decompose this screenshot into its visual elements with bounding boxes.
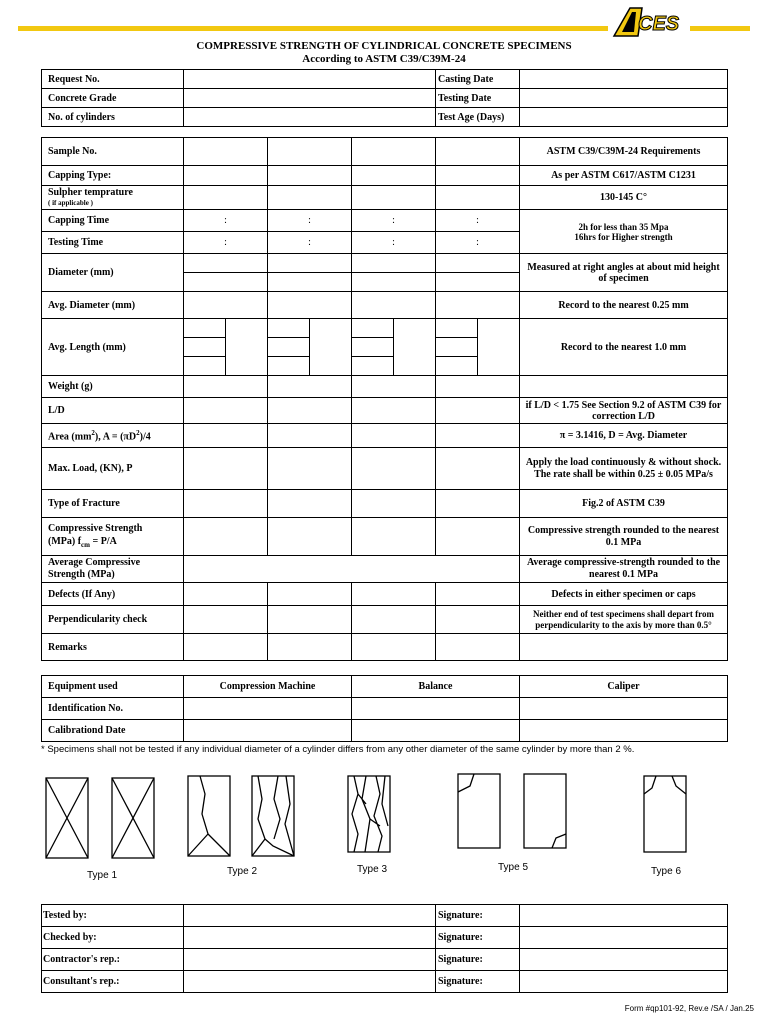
area-cell[interactable] [268, 424, 352, 448]
calibration-label: Calibrationd Date [42, 720, 184, 742]
weight-cell[interactable] [184, 376, 268, 398]
sulpher-cell[interactable] [436, 186, 520, 210]
defects-cell[interactable] [436, 583, 520, 606]
diameter-cell[interactable] [184, 254, 268, 273]
perp-cell[interactable] [268, 606, 352, 634]
diameter-note: * Specimens shall not be tested if any individual diameter of a cylinder differs from any other diameter of the same cylinder by more than 2 %. [41, 744, 635, 755]
length-cell[interactable] [268, 338, 310, 357]
avg-length-cell[interactable] [310, 319, 352, 376]
capping-type-req: As per ASTM C617/ASTM C1231 [520, 166, 728, 186]
sample-3-cell[interactable] [352, 138, 436, 166]
type5-crack-b [552, 834, 566, 848]
time-req-1: 2h for less than 35 Mpa [578, 221, 669, 232]
diameter-cell[interactable] [436, 254, 520, 273]
max-load-label: Max. Load, (KN), P [42, 448, 184, 490]
diameter-cell[interactable] [352, 273, 436, 292]
weight-label: Weight (g) [42, 376, 184, 398]
perp-cell[interactable] [184, 606, 268, 634]
comp-text-c: = P/A [90, 535, 117, 547]
casting-date-field[interactable] [520, 70, 728, 89]
capping-time-cell[interactable]: : [268, 210, 352, 232]
sulpher-req: 130-145 C° [520, 186, 728, 210]
type1-cracks-b [112, 778, 154, 858]
defects-cell[interactable] [352, 583, 436, 606]
id-compression-field[interactable] [184, 698, 352, 720]
sulpher-cell[interactable] [184, 186, 268, 210]
fracture-req: Fig.2 of ASTM C39 [520, 490, 728, 518]
tested-by-field[interactable] [184, 905, 436, 927]
checked-signature-field[interactable] [520, 927, 728, 949]
testing-time-label: Testing Time [42, 232, 184, 254]
length-cell[interactable] [352, 357, 394, 376]
aces-logo [608, 2, 698, 38]
concrete-grade-label: Concrete Grade [42, 89, 184, 108]
test-age-label: Test Age (Days) [436, 108, 520, 127]
max-load-cell[interactable] [436, 448, 520, 490]
testing-time-cell[interactable]: : [436, 232, 520, 254]
identification-label: Identification No. [42, 698, 184, 720]
avg-comp-label: Average Compressive Strength (MPa) [42, 556, 184, 583]
length-cell[interactable] [436, 319, 478, 338]
length-cell[interactable] [184, 319, 226, 338]
tested-signature-field[interactable] [520, 905, 728, 927]
type2-label: Type 2 [227, 866, 258, 877]
avg-diameter-label: Avg. Diameter (mm) [42, 292, 184, 319]
avg-diameter-cell[interactable] [436, 292, 520, 319]
signature-label: Signature: [436, 905, 520, 927]
area-cell[interactable] [436, 424, 520, 448]
signature-label: Signature: [436, 949, 520, 971]
page-subtitle: According to ASTM C39/C39M-24 [302, 53, 466, 65]
type2-cracks-b [252, 776, 294, 856]
signature-label: Signature: [436, 927, 520, 949]
testing-time-cell[interactable]: : [352, 232, 436, 254]
max-load-cell[interactable] [352, 448, 436, 490]
sulpher-cell[interactable] [352, 186, 436, 210]
diameter-cell[interactable] [352, 254, 436, 273]
svg-text:CES: CES [638, 13, 680, 35]
id-caliper-field[interactable] [520, 698, 728, 720]
remarks-cell[interactable] [268, 634, 352, 661]
avg-diameter-cell[interactable] [184, 292, 268, 319]
area-text-b: ), A = (πD [94, 431, 137, 443]
request-no-field[interactable] [184, 70, 436, 89]
page-title: COMPRESSIVE STRENGTH OF CYLINDRICAL CONCRETE SPECIMENS [196, 40, 572, 52]
sample-4-cell[interactable] [436, 138, 520, 166]
balance-header: Balance [352, 676, 520, 698]
comp-strength-cell[interactable] [352, 518, 436, 556]
sample-2-cell[interactable] [268, 138, 352, 166]
comp-strength-cell[interactable] [436, 518, 520, 556]
avg-length-req: Record to the nearest 1.0 mm [520, 319, 728, 376]
contractor-label: Contractor's rep.: [42, 949, 184, 971]
request-no-label: Request No. [42, 70, 184, 89]
consultant-label: Consultant's rep.: [42, 971, 184, 993]
avg-length-cell[interactable] [394, 319, 436, 376]
type6-cracks [644, 776, 686, 794]
defects-cell[interactable] [184, 583, 268, 606]
perp-req: Neither end of test specimens shall depart from perpendicularity to the axis by more than 0.5° [520, 606, 728, 634]
cal-caliper-field[interactable] [520, 720, 728, 742]
remarks-cell[interactable] [436, 634, 520, 661]
comp-strength-req: Compressive strength rounded to the nearest 0.1 MPa [520, 518, 728, 556]
fracture-cell[interactable] [268, 490, 352, 518]
area-sup-2: 2 [136, 428, 140, 437]
max-load-cell[interactable] [184, 448, 268, 490]
compression-machine-header: Compression Machine [184, 676, 352, 698]
results-table [41, 137, 728, 661]
cal-balance-field[interactable] [352, 720, 520, 742]
fracture-label: Type of Fracture [42, 490, 184, 518]
comp-text-b: (MPa) f [48, 535, 82, 547]
diameter-cell[interactable] [436, 273, 520, 292]
avg-comp-req: Average compressive-strength rounded to the nearest 0.1 MPa [520, 556, 728, 583]
area-cell[interactable] [352, 424, 436, 448]
capping-time-label: Capping Time [42, 210, 184, 232]
type2-specimen-a [188, 776, 230, 856]
ld-label: L/D [42, 398, 184, 424]
capping-time-cell[interactable]: : [184, 210, 268, 232]
length-cell[interactable] [352, 338, 394, 357]
diameter-cell[interactable] [268, 273, 352, 292]
type6-label: Type 6 [651, 866, 682, 877]
length-cell[interactable] [436, 357, 478, 376]
ld-cell[interactable] [184, 398, 268, 424]
capping-type-cell[interactable] [436, 166, 520, 186]
sulpher-text: Sulpher temprature [48, 186, 133, 198]
length-cell[interactable] [184, 338, 226, 357]
checked-by-label: Checked by: [42, 927, 184, 949]
cylinders-label: No. of cylinders [42, 108, 184, 127]
requirements-header: ASTM C39/C39M-24 Requirements [520, 138, 728, 166]
type3-label: Type 3 [357, 864, 388, 875]
perp-cell[interactable] [436, 606, 520, 634]
ld-cell[interactable] [352, 398, 436, 424]
contractor-field[interactable] [184, 949, 436, 971]
time-req [520, 210, 728, 254]
concrete-grade-field[interactable] [184, 89, 436, 108]
capping-type-cell[interactable] [184, 166, 268, 186]
testing-time-cell[interactable]: : [268, 232, 352, 254]
perp-label: Perpendicularity check [42, 606, 184, 634]
diameter-label: Diameter (mm) [42, 254, 184, 292]
length-cell[interactable] [184, 357, 226, 376]
avg-length-cell[interactable] [478, 319, 520, 376]
type1-cracks-a [46, 778, 88, 858]
type5-crack-a [458, 774, 474, 792]
ld-cell[interactable] [436, 398, 520, 424]
sulpher-cell[interactable] [268, 186, 352, 210]
header-bar [18, 26, 608, 31]
remarks-req[interactable] [520, 634, 728, 661]
weight-req [520, 376, 728, 398]
length-cell[interactable] [268, 357, 310, 376]
diameter-cell[interactable] [184, 273, 268, 292]
info-table [41, 69, 728, 127]
capping-type-cell[interactable] [268, 166, 352, 186]
signature-label: Signature: [436, 971, 520, 993]
capping-time-cell[interactable]: : [352, 210, 436, 232]
diameter-cell[interactable] [268, 254, 352, 273]
time-req-2: 16hrs for Higher strength [574, 231, 673, 242]
weight-cell[interactable] [436, 376, 520, 398]
avg-length-cell[interactable] [226, 319, 268, 376]
remarks-cell[interactable] [352, 634, 436, 661]
capping-type-cell[interactable] [352, 166, 436, 186]
fracture-cell[interactable] [436, 490, 520, 518]
type3-cracks [352, 776, 388, 852]
equipment-used-label: Equipment used [42, 676, 184, 698]
ld-req: if L/D < 1.75 See Section 9.2 of ASTM C39 for correction L/D [520, 398, 728, 424]
length-cell[interactable] [268, 319, 310, 338]
checked-by-field[interactable] [184, 927, 436, 949]
max-load-req: Apply the load continuously & without shock. The rate shall be within 0.25 ± 0.05 MPa/s [520, 448, 728, 490]
signoff-table [41, 904, 728, 993]
avg-comp-cell[interactable] [184, 556, 520, 583]
area-req: π = 3.1416, D = Avg. Diameter [520, 424, 728, 448]
id-balance-field[interactable] [352, 698, 520, 720]
testing-date-field[interactable] [520, 89, 728, 108]
area-sup: 2 [91, 428, 95, 437]
sulpher-label [42, 186, 184, 210]
contractor-signature-field[interactable] [520, 949, 728, 971]
consultant-signature-field[interactable] [520, 971, 728, 993]
form-number: Form #qp101-92, Rev.e /SA / Jan.25 [624, 1004, 754, 1013]
perp-cell[interactable] [352, 606, 436, 634]
comp-text-a: Compressive Strength [48, 522, 143, 534]
length-cell[interactable] [436, 338, 478, 357]
comp-strength-cell[interactable] [184, 518, 268, 556]
comp-strength-cell[interactable] [268, 518, 352, 556]
area-text-c: )/4 [139, 431, 151, 443]
weight-cell[interactable] [268, 376, 352, 398]
defects-label: Defects (If Any) [42, 583, 184, 606]
testing-time-cell[interactable]: : [184, 232, 268, 254]
casting-date-label: Casting Date [436, 70, 520, 89]
area-text-a: Area (mm [48, 431, 92, 443]
diameter-req: Measured at right angles at about mid height of specimen [520, 254, 728, 292]
avg-diameter-cell[interactable] [268, 292, 352, 319]
testing-date-label: Testing Date [436, 89, 520, 108]
remarks-cell[interactable] [184, 634, 268, 661]
max-load-cell[interactable] [268, 448, 352, 490]
tested-by-label: Tested by: [42, 905, 184, 927]
sample-1-cell[interactable] [184, 138, 268, 166]
if-applicable-text: ( if applicable ) [48, 198, 93, 207]
consultant-field[interactable] [184, 971, 436, 993]
header-bar-right [690, 26, 750, 31]
type6-specimen [644, 776, 686, 852]
cylinders-field[interactable] [184, 108, 436, 127]
caliper-header: Caliper [520, 676, 728, 698]
capping-type-label: Capping Type: [42, 166, 184, 186]
test-age-field[interactable] [520, 108, 728, 127]
capping-time-cell[interactable]: : [436, 210, 520, 232]
fracture-cell[interactable] [352, 490, 436, 518]
weight-cell[interactable] [352, 376, 436, 398]
comp-strength-label [42, 518, 184, 556]
ld-cell[interactable] [268, 398, 352, 424]
cal-compression-field[interactable] [184, 720, 352, 742]
length-cell[interactable] [352, 319, 394, 338]
equipment-table [41, 675, 728, 742]
type5-label: Type 5 [498, 862, 529, 873]
type1-label: Type 1 [87, 870, 118, 881]
remarks-label: Remarks [42, 634, 184, 661]
avg-diameter-cell[interactable] [352, 292, 436, 319]
avg-length-label: Avg. Length (mm) [42, 319, 184, 376]
defects-req: Defects in either specimen or caps [520, 583, 728, 606]
type2-cracks-a [188, 776, 230, 856]
area-cell[interactable] [184, 424, 268, 448]
sample-no-label: Sample No. [42, 138, 184, 166]
area-label [42, 424, 184, 448]
type5-specimen-a [458, 774, 500, 848]
avg-diameter-req: Record to the nearest 0.25 mm [520, 292, 728, 319]
defects-cell[interactable] [268, 583, 352, 606]
comp-sub: cm [81, 540, 90, 549]
fracture-cell[interactable] [184, 490, 268, 518]
